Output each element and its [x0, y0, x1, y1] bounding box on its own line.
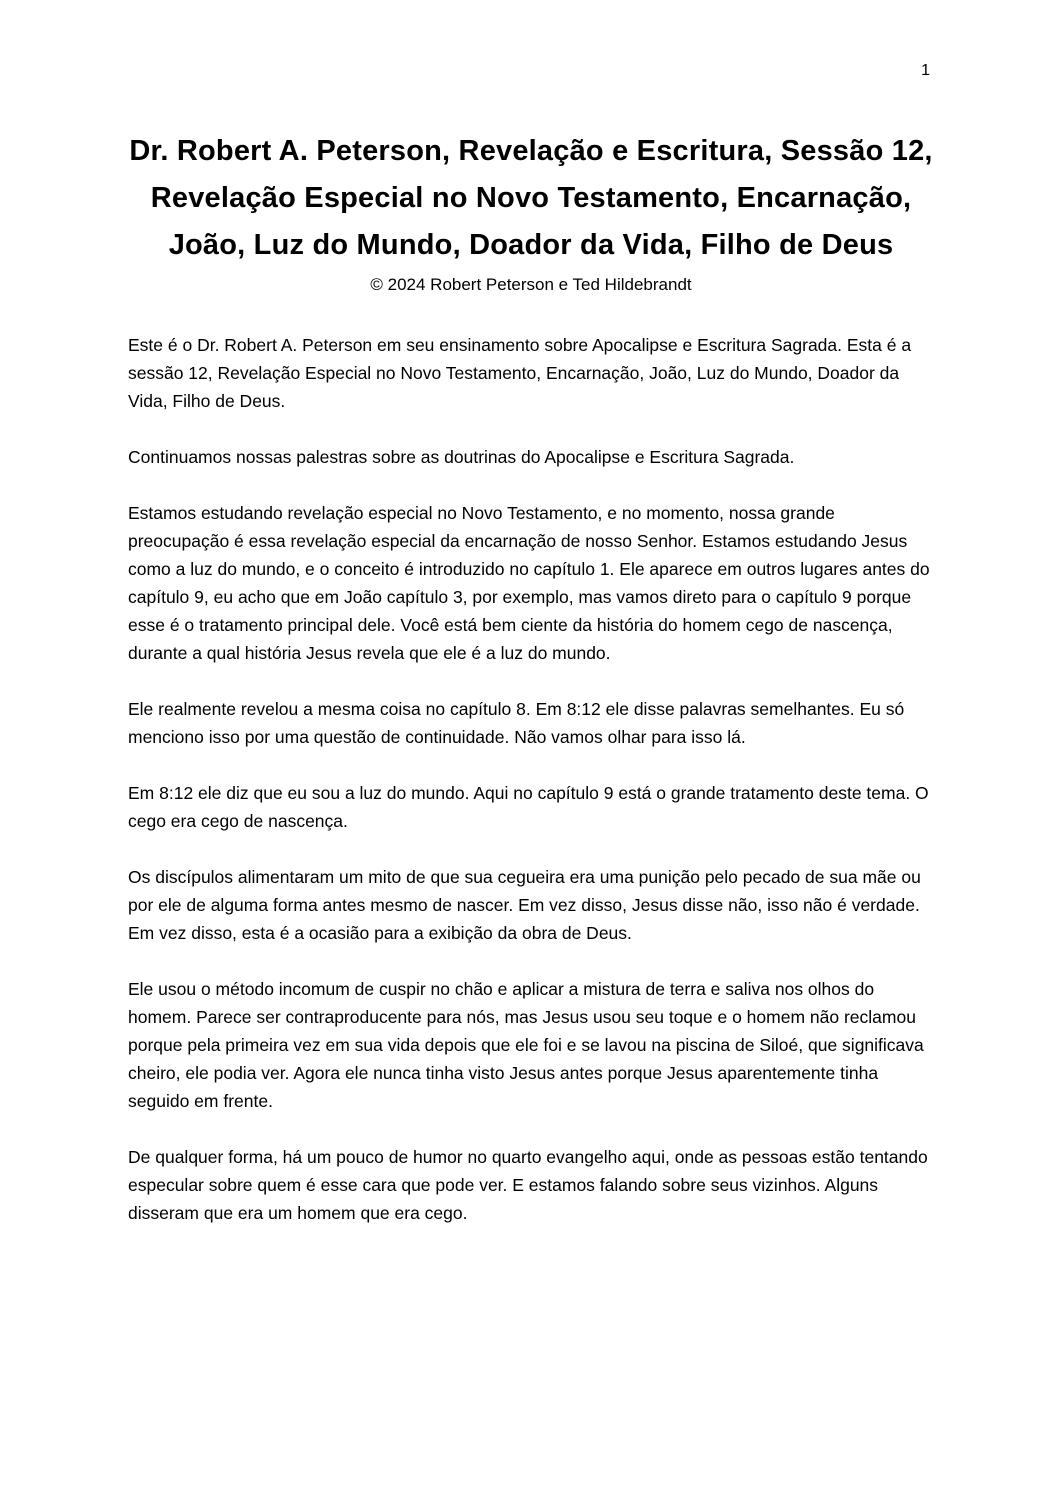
copyright-line: © 2024 Robert Peterson e Ted Hildebrandt	[370, 274, 692, 294]
paragraph: De qualquer forma, há um pouco de humor no quarto evangelho aqui, onde as pessoas estão tentando especular sobre quem é esse cara que pode ver. E estamos falando sobre seus vizinhos. Alguns disseram que era um homem que era cego.	[128, 1146, 928, 1223]
page-number: 1	[921, 62, 930, 79]
paragraph: Estamos estudando revelação especial no Novo Testamento, e no momento, nossa grande preocupação é essa revelação especial da encarnação de nosso Senhor. Estamos estudando Jesus como a luz do mundo, e o conceito é introduzido no capítulo 1. Ele aparece em outros lugares antes do capítulo 9, eu acho que em João capítulo 3, por exemplo, mas vamos direto para o capítulo 9 porque esse é o tratamento principal dele. Você está bem ciente da história do homem cego de nascença, durante a qual história Jesus revela que ele é a luz do mundo.	[128, 502, 930, 663]
paragraph: Ele usou o método incomum de cuspir no chão e aplicar a mistura de terra e saliva nos olhos do homem. Parece ser contraproducente para nós, mas Jesus usou seu toque e o homem não reclamou porque pela primeira vez em sua vida depois que ele foi e se lavou na piscina de Siloé, que significava cheiro, ele podia ver. Agora ele nunca tinha visto Jesus antes porque Jesus aparentemente tinha seguido em frente.	[128, 978, 924, 1111]
body-text	[128, 331, 934, 1227]
paragraph: Continuamos nossas palestras sobre as doutrinas do Apocalipse e Escritura Sagrada.	[128, 446, 795, 467]
paragraph: Este é o Dr. Robert A. Peterson em seu ensinamento sobre Apocalipse e Escritura Sagrada. Esta é a sessão 12, Revelação Especial no Novo Testamento, Encarnação, João, Luz do Mundo, Doador da Vida, Filho de Deus.	[128, 334, 912, 411]
paragraph: Ele realmente revelou a mesma coisa no capítulo 8. Em 8:12 ele disse palavras semelhantes. Eu só menciono isso por uma questão de continuidade. Não vamos olhar para isso lá.	[128, 698, 905, 747]
document-title: Dr. Robert A. Peterson, Revelação e Escritura, Sessão 12, Revelação Especial no Novo Testamento, Encarnação, João, Luz do Mundo, Doador da Vida, Filho de Deus	[129, 135, 933, 261]
paragraph: Os discípulos alimentaram um mito de que sua cegueira era uma punição pelo pecado de sua mãe ou por ele de alguma forma antes mesmo de nascer. Em vez disso, Jesus disse não, isso não é verdade. Em vez disso, esta é a ocasião para a exibição da obra de Deus.	[128, 866, 921, 943]
document-content	[128, 128, 934, 1227]
paragraph: Em 8:12 ele diz que eu sou a luz do mundo. Aqui no capítulo 9 está o grande tratamento deste tema. O cego era cego de nascença.	[128, 782, 929, 831]
